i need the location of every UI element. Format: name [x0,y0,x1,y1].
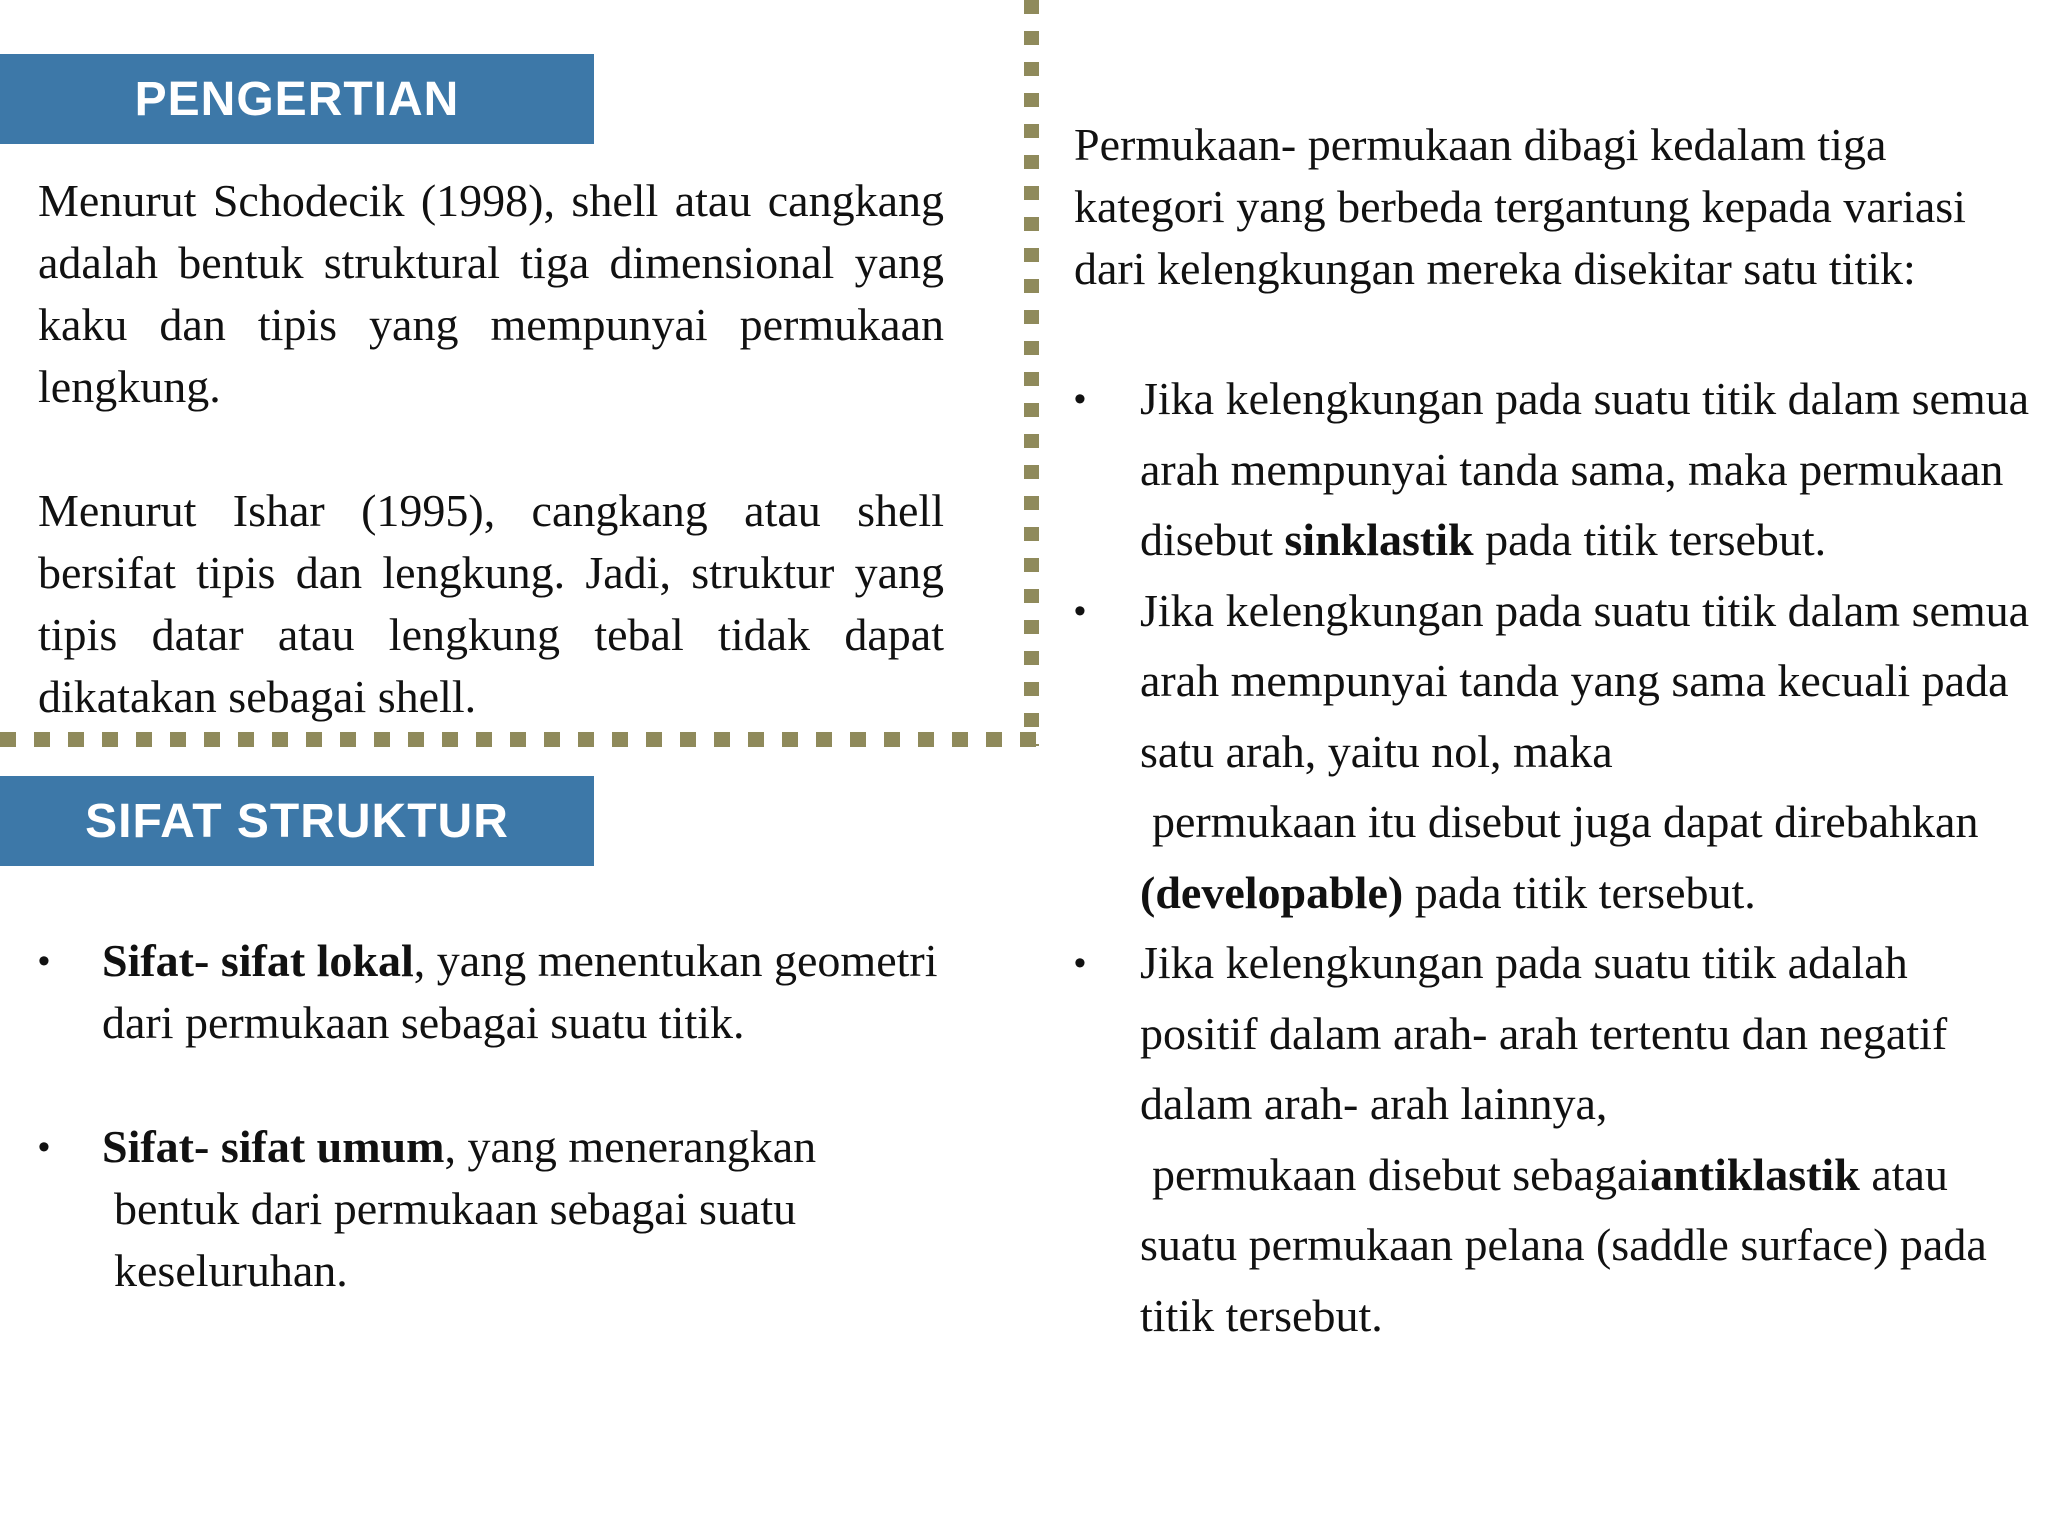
item-bold-term: sinklastik [1284,514,1474,565]
bullet-icon: • [38,1128,50,1166]
bullet-icon: • [1074,591,1086,630]
vertical-dotted-divider [1024,0,1039,746]
item-text-continued: permukaan itu disebut juga dapat direbahkan [1152,796,1979,847]
item-text-continued: bentuk dari permukaan sebagai suatu keseluruhan. [114,1183,797,1296]
item-text: Jika kelengkungan pada suatu titik dalam semua arah mempunyai tanda sama, maka permukaan disebut [1140,373,2030,565]
item-text-continued: permukaan disebut sebagai [1152,1148,1651,1200]
kategori-list [1074,364,2034,1351]
item-text: , yang menentukan geometri dari permukaan sebagai suatu titik. [102,935,938,1048]
kategori-intro: Permukaan- permukaan dibagi kedalam tiga kategori yang berbeda tergantung kepada variasi dari kelengkungan mereka disekitar satu titik: [1074,119,1966,294]
list-item [38,1116,958,1302]
item-text: Jika kelengkungan pada suatu titik adalah positif dalam arah- arah tertentu dan negatif dalam arah- arah lainnya, [1140,937,1948,1129]
item-text-after: pada titik tersebut. [1403,866,1756,918]
item-bold-term: (developable) [1140,866,1404,918]
item-text: Jika kelengkungan pada suatu titik dalam semua arah mempunyai tanda yang sama kecuali pada satu arah, yaitu nol, maka [1140,584,2030,777]
horizontal-dotted-divider [0,732,1039,747]
bullet-icon: • [1074,380,1086,418]
item-text-after: atau suatu permukaan pelana (saddle surface) pada titik tersebut. [1140,1148,1987,1341]
item-text-after: pada titik tersebut. [1473,514,1827,565]
item-bold-term: Sifat- sifat lokal [102,935,414,986]
list-item [1074,928,2034,1351]
item-bold-term: Sifat- sifat umum [102,1121,445,1172]
pengertian-paragraph-2: Menurut Ishar (1995), cangkang atau shell bersifat tipis dan lengkung. Jadi, struktur yang tipis datar atau lengkung tebal tidak dapat dikatakan sebagai shell. [38,485,944,722]
bullet-icon: • [38,942,50,980]
item-bold-term: antiklastik [1650,1148,1860,1200]
sifat-struktur-list [38,930,958,1302]
list-item [38,930,958,1054]
sifat-struktur-heading: SIFAT STRUKTUR [0,776,594,866]
list-item [1074,576,2034,929]
bullet-icon: • [1074,944,1086,982]
pengertian-paragraph-1: Menurut Schodecik (1998), shell atau cangkang adalah bentuk struktural tiga dimensional yang kaku dan tipis yang mempunyai permukaan lengkung. [38,175,944,412]
list-item [1074,364,2034,576]
pengertian-heading: PENGERTIAN [0,54,594,144]
item-text: , yang menerangkan [444,1121,817,1172]
